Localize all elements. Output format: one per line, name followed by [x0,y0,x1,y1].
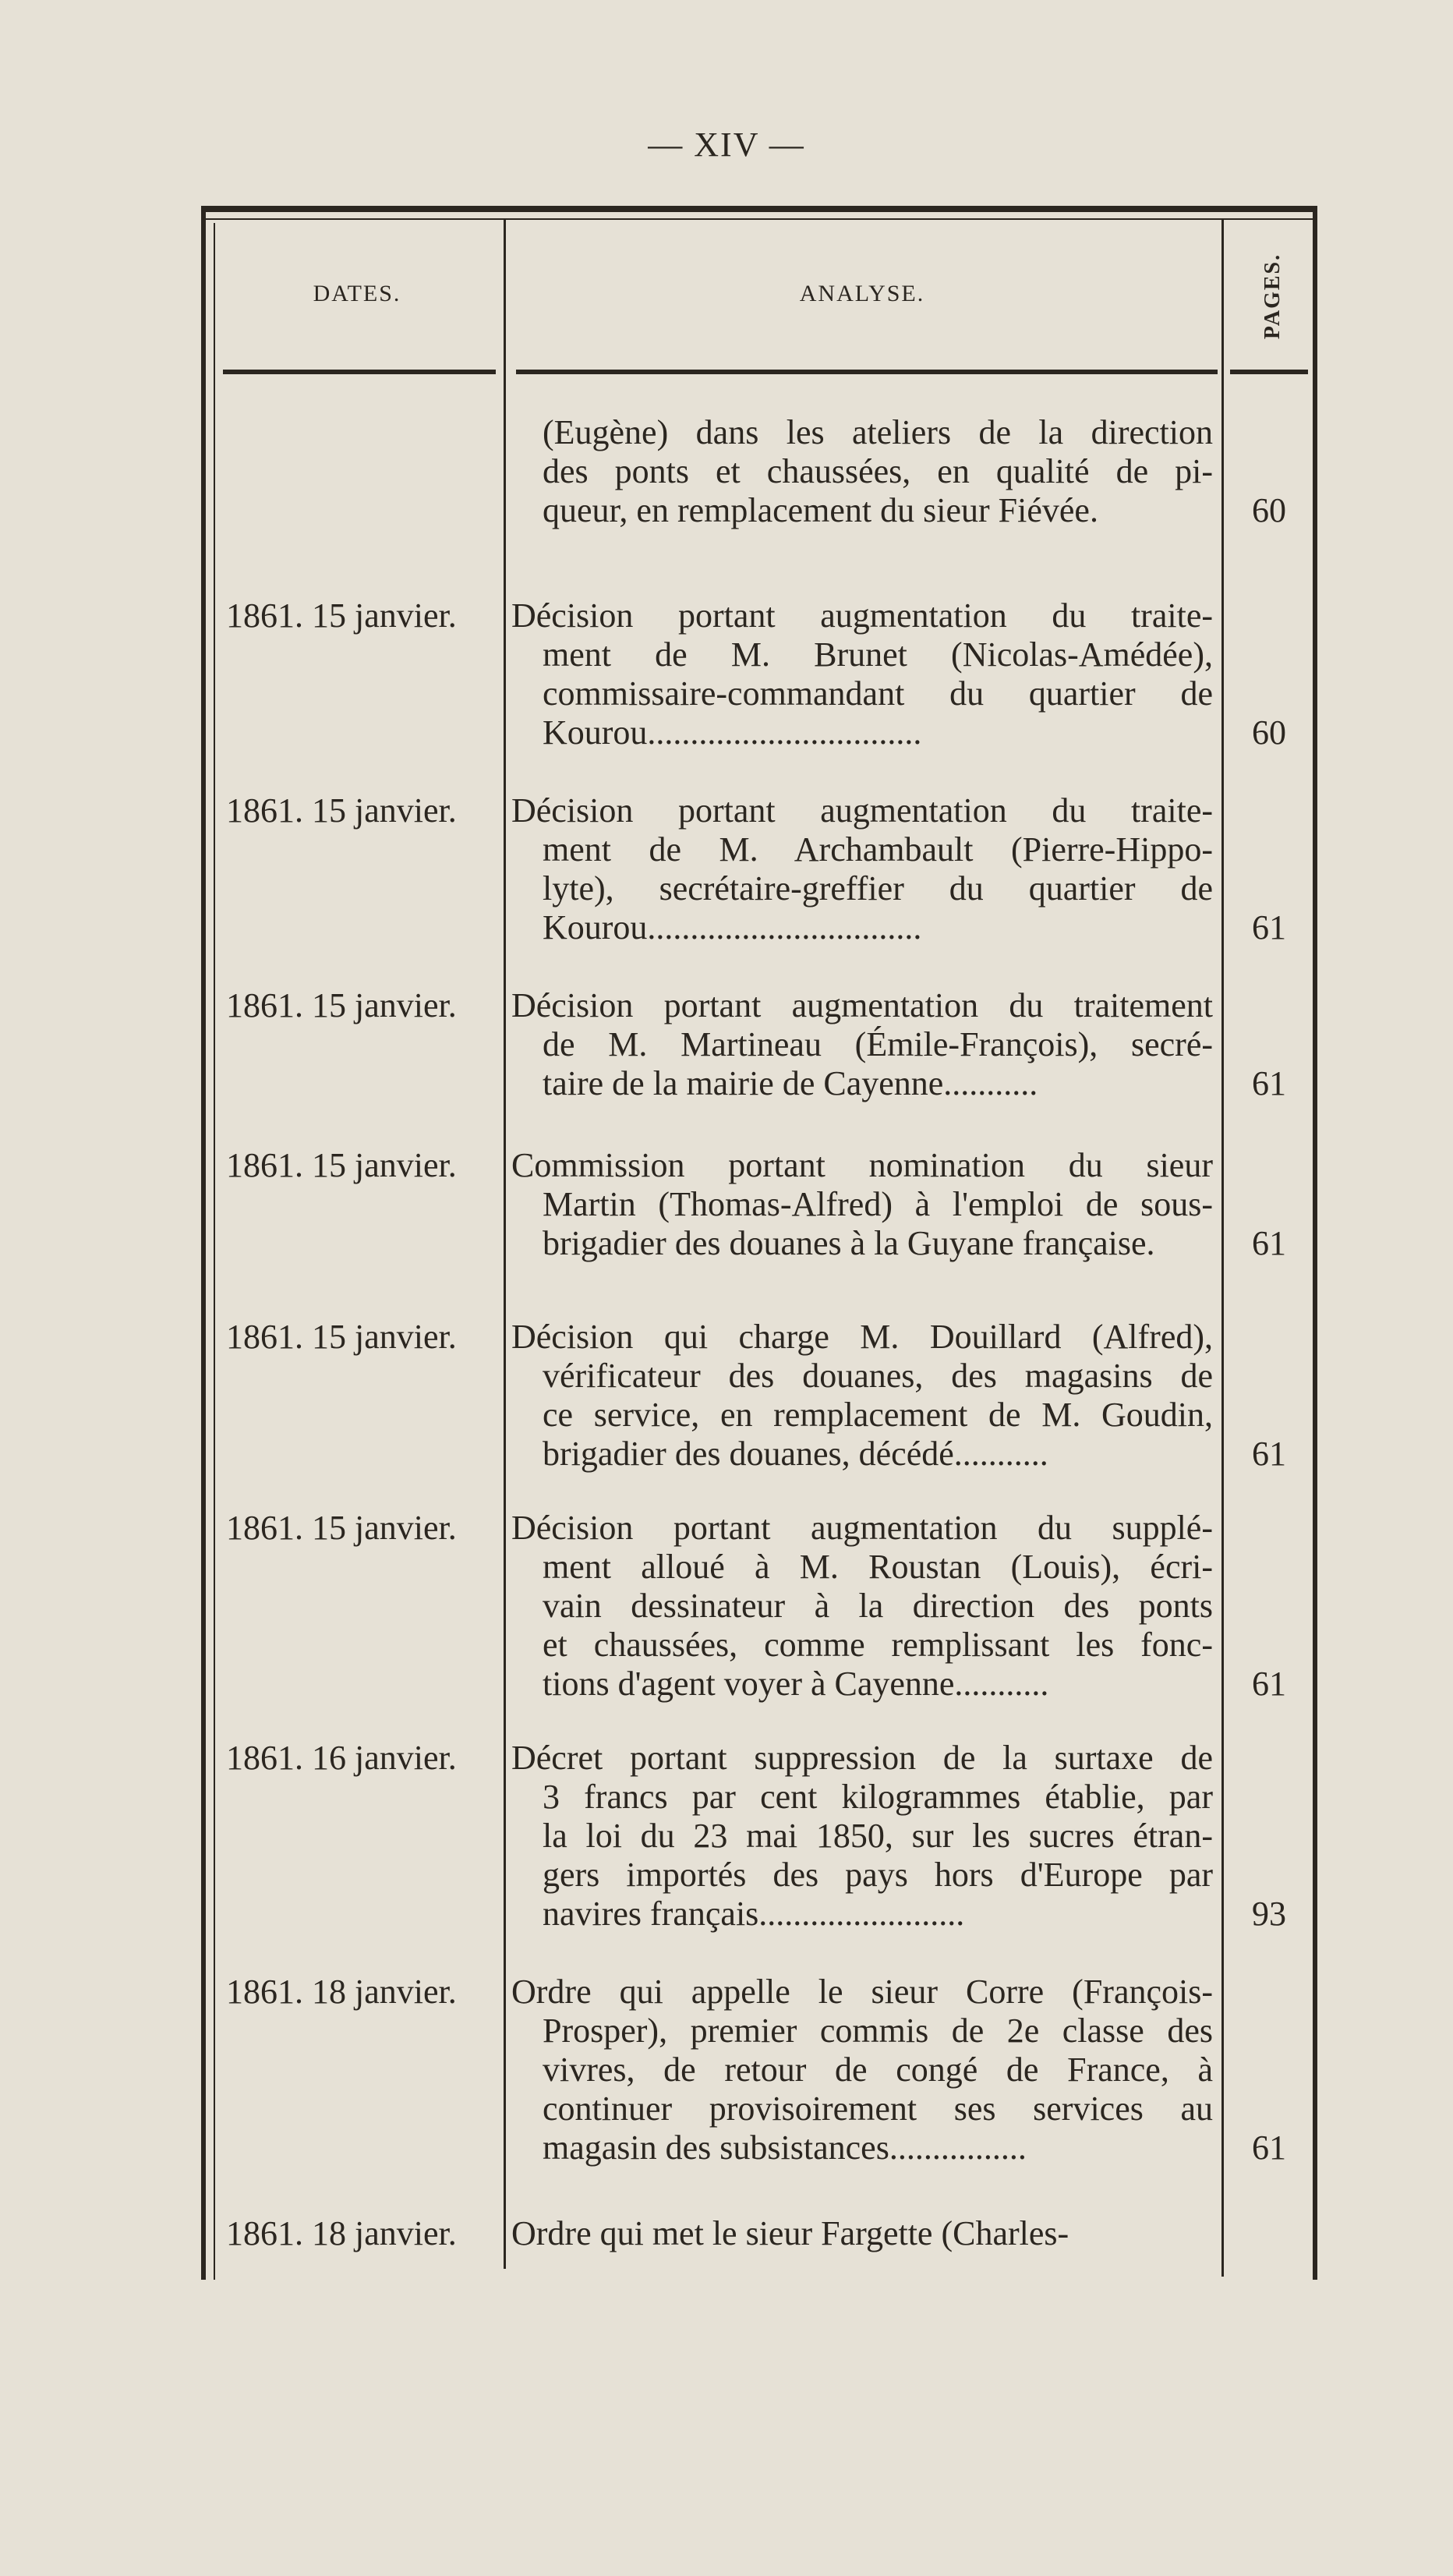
entry-analyse-line: ment de M. Brunet (Nicolas-Amédée), [543,635,1213,674]
entry-page: 61 [1252,1435,1286,1473]
entry-analyse-line: Prosper), premier commis de 2e classe des [543,2012,1213,2050]
header-rule-pages [1230,370,1308,374]
entry-page: 93 [1252,1895,1286,1933]
entry-date: 1861. 18 janvier. [226,1973,457,2011]
entry-analyse-line: la loi du 23 mai 1850, sur les sucres étran- [543,1817,1213,1855]
entry-analyse-line: lyte), secrétaire-greffier du quartier de [543,869,1213,908]
entry-analyse [511,791,1213,947]
entry-analyse-line: vain dessinateur à la direction des ponts [543,1587,1213,1625]
entry-analyse-line: brigadier des douanes, décédé........... [543,1435,1048,1473]
column-header-dates: DATES. [313,281,401,306]
entry-analyse-line: Kourou................................ [543,908,922,947]
entry-analyse-line: Ordre qui appelle le sieur Corre (François- [511,1973,1213,2011]
entry-analyse-line: taire de la mairie de Cayenne........... [543,1064,1038,1102]
entry-date: 1861. 15 janvier. [226,791,457,830]
entry-analyse-line: ce service, en remplacement de M. Goudin, [543,1396,1213,1434]
entry-analyse-line: ment de M. Archambault (Pierre-Hippo- [543,830,1213,869]
entry-analyse-line: des ponts et chaussées, en qualité de pi- [543,452,1213,490]
entry-date: 1861. 15 janvier. [226,1318,457,1356]
entry-analyse-line: Décision portant augmentation du traite- [511,791,1213,830]
entry-analyse-line: Décision qui charge M. Douillard (Alfred), [511,1318,1213,1356]
column-divider-pages [1221,218,1224,2277]
entry-analyse-line: Commission portant nomination du sieur [511,1146,1213,1184]
entry-analyse [511,1509,1213,1704]
entry-analyse-line: Décision portant augmentation du traitement [511,986,1213,1024]
entry-date: 1861. 15 janvier. [226,986,457,1024]
entry-page: 60 [1252,491,1286,529]
entry-analyse [511,1739,1213,1934]
entry-analyse-line: queur, en remplacement du sieur Fiévée. [543,491,1098,529]
entry-page: 61 [1252,1064,1286,1102]
entry-analyse [511,2214,1213,2253]
entry-analyse [511,1973,1213,2167]
entry-page: 61 [1252,1665,1286,1703]
entry-date: 1861. 18 janvier. [226,2214,457,2252]
entry-analyse-line: vivres, de retour de congé de France, à [543,2051,1213,2089]
entry-analyse-line: Décision portant augmentation du supplé- [511,1509,1213,1547]
entry-analyse [511,413,1213,530]
entry-analyse-line: 3 francs par cent kilogrammes établie, par [543,1778,1213,1816]
header-rule-analyse [516,370,1218,374]
entry-analyse [511,1318,1213,1474]
entry-analyse-line: (Eugène) dans les ateliers de la direction [543,413,1213,451]
entry-analyse [511,986,1213,1103]
entry-analyse-line: gers importés des pays hors d'Europe par [543,1856,1213,1894]
entry-analyse-line: ment alloué à M. Roustan (Louis), écri- [543,1548,1213,1586]
entry-analyse-line: vérificateur des douanes, des magasins de [543,1357,1213,1395]
entry-analyse-line: Ordre qui met le sieur Fargette (Charles- [511,2214,1069,2252]
entry-analyse-line: magasin des subsistances................ [543,2128,1027,2167]
entry-analyse-line: continuer provisoirement ses services au [543,2089,1213,2128]
entry-analyse [511,1146,1213,1263]
entry-date: 1861. 15 janvier. [226,1509,457,1547]
entry-analyse-line: et chaussées, comme remplissant les fonc- [543,1626,1213,1664]
entry-date: 1861. 15 janvier. [226,1146,457,1184]
entry-analyse [511,596,1213,752]
entry-analyse-line: Décret portant suppression de la surtaxe de [511,1739,1213,1777]
column-header-pages-label: PAGES. [1260,253,1285,340]
column-header-analyse: ANALYSE. [799,281,925,306]
column-divider-dates [504,218,506,2269]
entry-analyse-line: tions d'agent voyer à Cayenne........... [543,1665,1049,1703]
entry-analyse-line: brigadier des douanes à la Guyane française. [543,1224,1155,1262]
entry-analyse-line: navires français........................ [543,1895,965,1933]
entry-page: 61 [1252,1224,1286,1262]
entry-date: 1861. 15 janvier. [226,596,457,635]
page-number: — XIV — [648,126,805,164]
column-header-pages [1238,234,1308,359]
header-rule-dates [223,370,496,374]
entry-page: 61 [1252,908,1286,947]
entry-analyse-line: commissaire-commandant du quartier de [543,674,1213,713]
entry-page: 60 [1252,713,1286,752]
entry-analyse-line: Décision portant augmentation du traite- [511,596,1213,635]
entry-analyse-line: Martin (Thomas-Alfred) à l'emploi de sous- [543,1185,1213,1223]
entry-date: 1861. 16 janvier. [226,1739,457,1777]
entry-page: 61 [1252,2128,1286,2167]
entry-analyse-line: Kourou................................ [543,713,922,752]
entry-analyse-line: de M. Martineau (Émile-François), secré- [543,1025,1213,1063]
